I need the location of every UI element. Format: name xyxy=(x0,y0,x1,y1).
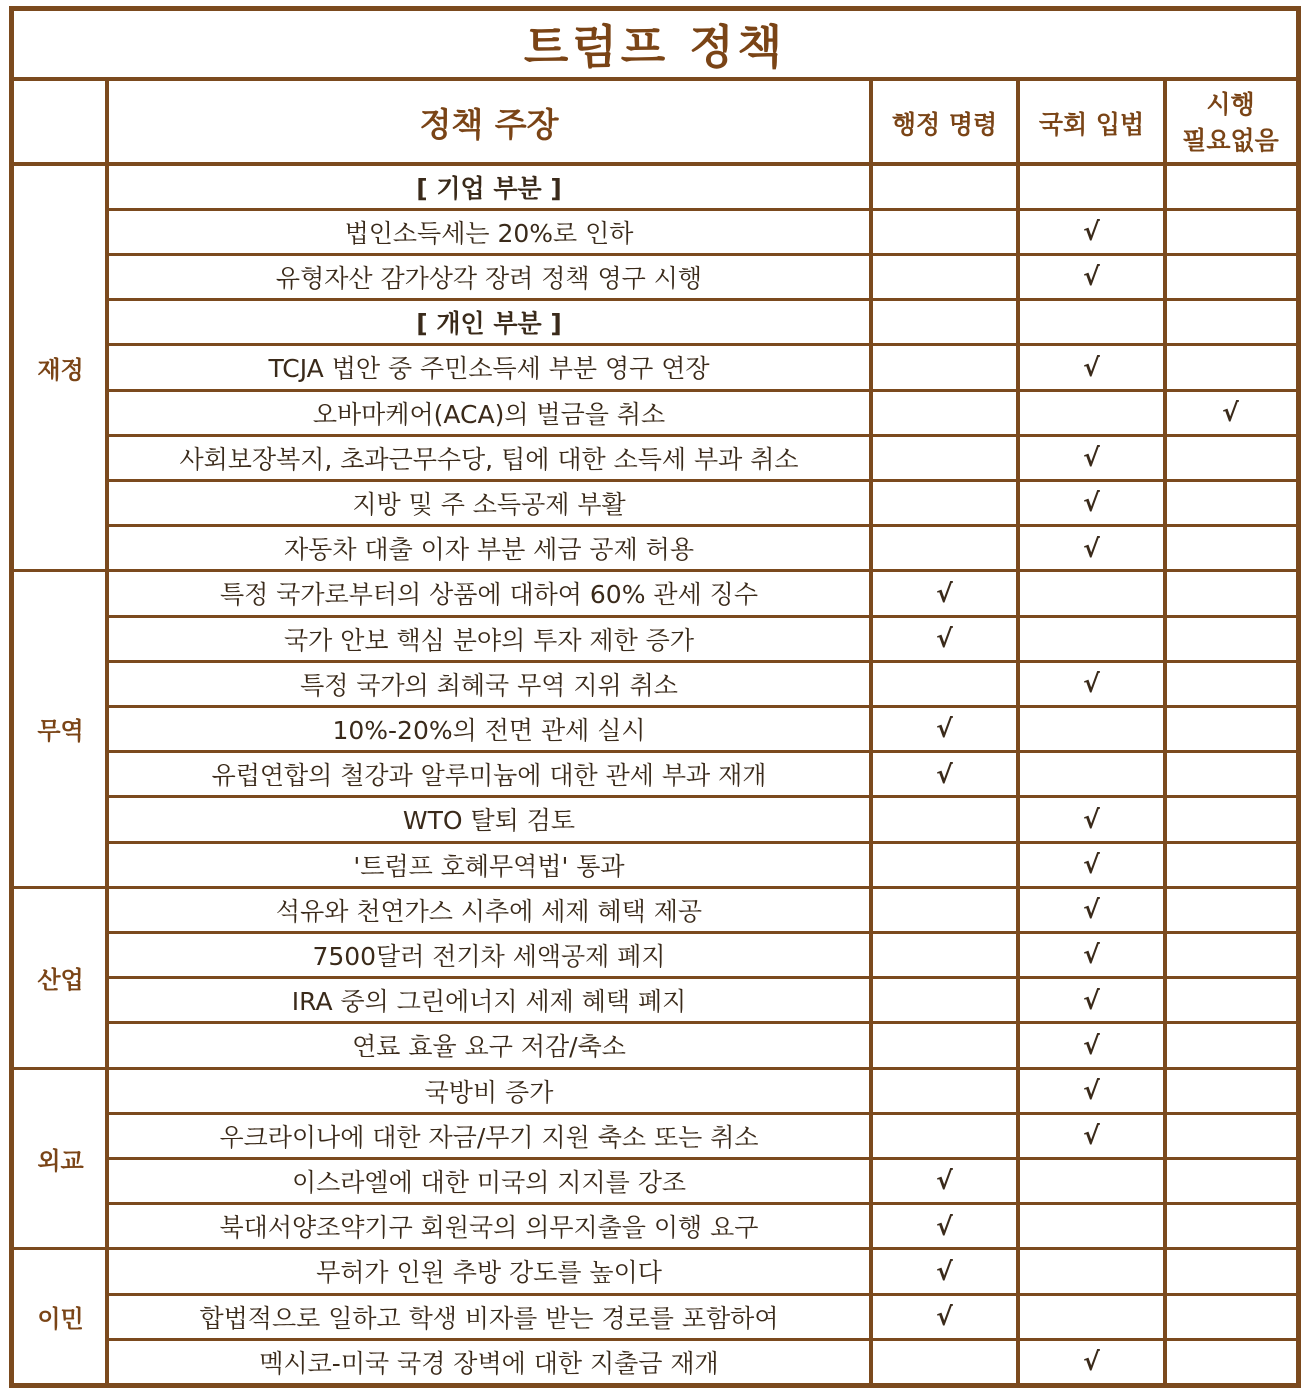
policy-text: 오바마케어(ACA)의 벌금을 취소 xyxy=(312,399,666,429)
header-not-required-line1: 시행 xyxy=(1206,89,1255,119)
category-label: 이민 xyxy=(37,1305,84,1334)
table-grid xyxy=(14,11,1296,1383)
policy-text: 특정 국가로부터의 상품에 대하여 60% 관세 징수 xyxy=(220,580,758,610)
header-congress-legislation: 국회 입법 xyxy=(1038,109,1145,139)
category-label: 무역 xyxy=(37,717,84,746)
check-mark: √ xyxy=(936,1302,953,1332)
check-mark: √ xyxy=(936,624,953,654)
category-label: 외교 xyxy=(37,1146,84,1175)
policy-text: 7500달러 전기차 세액공제 폐지 xyxy=(312,941,666,971)
check-mark: √ xyxy=(1083,850,1100,880)
policy-text: 법인소득세는 20%로 인하 xyxy=(344,218,634,248)
check-mark: √ xyxy=(1083,669,1100,699)
table-title: 트럼프 정책 xyxy=(14,11,1296,81)
check-mark: √ xyxy=(1083,262,1100,292)
policy-text: 국가 안보 핵심 분야의 투자 제한 증가 xyxy=(284,625,694,655)
header-policy: 정책 주장 xyxy=(419,105,559,144)
check-mark: √ xyxy=(1083,1076,1100,1106)
policy-text: 유형자산 감가상각 장려 정책 영구 시행 xyxy=(275,263,703,293)
policy-text: IRA 중의 그린에너지 세제 혜택 폐지 xyxy=(291,987,687,1017)
check-mark: √ xyxy=(936,714,953,744)
policy-text: 무허가 인원 추방 강도를 높이다 xyxy=(316,1258,662,1288)
policy-text: 유럽연합의 철강과 알루미늄에 대한 관세 부과 재개 xyxy=(211,761,767,791)
policy-text: 지방 및 주 소득공제 부활 xyxy=(352,489,626,519)
policy-text: 10%-20%의 전면 관세 실시 xyxy=(332,715,646,745)
check-mark: √ xyxy=(1083,940,1100,970)
check-mark: √ xyxy=(1083,985,1100,1015)
section-heading: [ 기업 부분 ] xyxy=(416,173,562,203)
check-mark: √ xyxy=(1083,1121,1100,1151)
policy-table xyxy=(9,6,1301,1388)
category-label: 산업 xyxy=(37,966,84,995)
section-heading: [ 개인 부분 ] xyxy=(416,309,562,339)
policy-text: 연료 효율 요구 저감/축소 xyxy=(352,1032,626,1062)
check-mark: √ xyxy=(1083,1030,1100,1060)
policy-text: 이스라엘에 대한 미국의 지지를 강조 xyxy=(291,1167,687,1197)
check-mark: √ xyxy=(1083,804,1100,834)
check-mark: √ xyxy=(1083,488,1100,518)
check-mark: √ xyxy=(936,1211,953,1241)
check-mark: √ xyxy=(1083,352,1100,382)
policy-text: 석유와 천연가스 시추에 세제 혜택 제공 xyxy=(275,896,703,926)
header-not-required-line2: 필요없음 xyxy=(1182,125,1279,155)
policy-text: 특정 국가의 최혜국 무역 지위 취소 xyxy=(300,670,678,700)
check-mark: √ xyxy=(1083,1347,1100,1377)
policy-text: 사회보장복지, 초과근무수당, 팁에 대한 소득세 부과 취소 xyxy=(179,444,799,474)
check-mark: √ xyxy=(936,1256,953,1286)
policy-text: 우크라이나에 대한 자금/무기 지원 축소 또는 취소 xyxy=(219,1122,759,1152)
policy-text: 북대서양조약기구 회원국의 의무지출을 이행 요구 xyxy=(219,1213,759,1243)
check-mark: √ xyxy=(1222,398,1239,428)
policy-text: '트럼프 호혜무역법' 통과 xyxy=(353,851,625,881)
check-mark: √ xyxy=(1083,533,1100,563)
category-label: 재정 xyxy=(37,355,84,384)
check-mark: √ xyxy=(1083,895,1100,925)
check-mark: √ xyxy=(936,578,953,608)
check-mark: √ xyxy=(936,759,953,789)
check-mark: √ xyxy=(1083,217,1100,247)
policy-text: 합법적으로 일하고 학생 비자를 받는 경로를 포함하여 xyxy=(199,1303,779,1333)
policy-text: 멕시코-미국 국경 장벽에 대한 지출금 재개 xyxy=(259,1348,719,1378)
check-mark: √ xyxy=(936,1166,953,1196)
header-category xyxy=(14,81,107,164)
header-not-required xyxy=(1165,81,1296,164)
policy-text: TCJA 법안 중 주민소득세 부분 영구 연장 xyxy=(268,354,710,384)
check-mark: √ xyxy=(1083,443,1100,473)
policy-text: WTO 탈퇴 검토 xyxy=(402,806,576,836)
policy-text: 국방비 증가 xyxy=(424,1077,554,1107)
policy-text: 자동차 대출 이자 부분 세금 공제 허용 xyxy=(284,535,694,565)
header-executive-order: 행정 명령 xyxy=(891,109,998,139)
